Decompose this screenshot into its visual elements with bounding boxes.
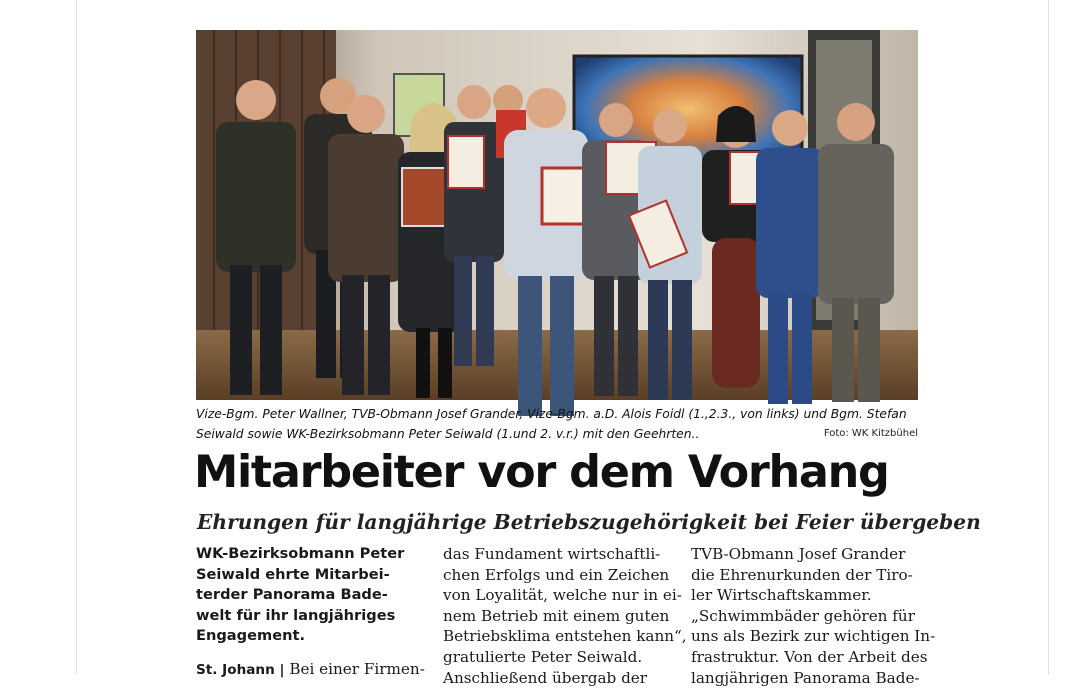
body-line: „Schwimmbäder gehören für — [691, 606, 915, 625]
article-subhead: Ehrungen für langjährige Betriebszugehörigkeit bei Feier übergeben — [197, 510, 981, 534]
body-line: langjährigen Panorama Bade- — [691, 668, 920, 687]
lead-line: WK-Bezirksobmann Peter — [196, 545, 405, 562]
body-line: von Loyalität, welche nur in ei- — [443, 586, 682, 605]
page-border-left — [76, 0, 77, 675]
body-line: uns als Bezirk zur wichtigen In- — [691, 627, 936, 646]
body-line: Anschließend übergab der — [443, 668, 648, 687]
body-text: Bei einer Firmen- — [284, 659, 425, 678]
caption-line-1: Vize-Bgm. Peter Wallner, TVB-Obmann Josef Grander, Vize-Bgm. a.D. Alois Foidl (1.,2.3., von links) und Bgm. Stefan — [196, 407, 907, 421]
caption-line-2: Seiwald sowie WK-Bezirksobmann Peter Seiwald (1.und 2. v.r.) mit den Geehrten.. — [196, 427, 700, 441]
body-line: chen Erfolgs und ein Zeichen — [443, 565, 670, 584]
group-photo — [196, 30, 918, 400]
article-column-2 — [443, 544, 687, 688]
body-first-line — [196, 659, 425, 681]
lead-line: welt für ihr langjähriges — [196, 606, 396, 624]
page-border-right — [1048, 0, 1049, 675]
photo-credit: Foto: WK Kitzbühel — [823, 428, 918, 439]
dateline: St. Johann | — [196, 661, 285, 678]
photo-caption — [196, 404, 918, 444]
lead-line: Engagement. — [196, 627, 306, 645]
body-line: ler Wirtschaftskammer. — [691, 586, 872, 605]
article-column-1 — [196, 544, 425, 681]
body-line: nem Betrieb mit einem guten — [443, 606, 670, 625]
body-line: das Fundament wirtschaftli- — [443, 545, 661, 563]
lead-line: Seiwald ehrte Mitarbei- — [196, 565, 390, 583]
article-headline: Mitarbeiter vor dem Vorhang — [194, 447, 889, 498]
body-line: die Ehrenurkunden der Tiro- — [691, 565, 913, 584]
article-column-3 — [691, 544, 936, 688]
lead-line: terder Panorama Bade- — [196, 586, 388, 604]
body-line: gratulierte Peter Seiwald. — [443, 647, 643, 666]
body-line: TVB-Obmann Josef Grander — [691, 545, 906, 563]
body-line: Betriebsklima entstehen kann“, — [443, 627, 687, 646]
body-line: frastruktur. Von der Arbeit des — [691, 647, 928, 666]
